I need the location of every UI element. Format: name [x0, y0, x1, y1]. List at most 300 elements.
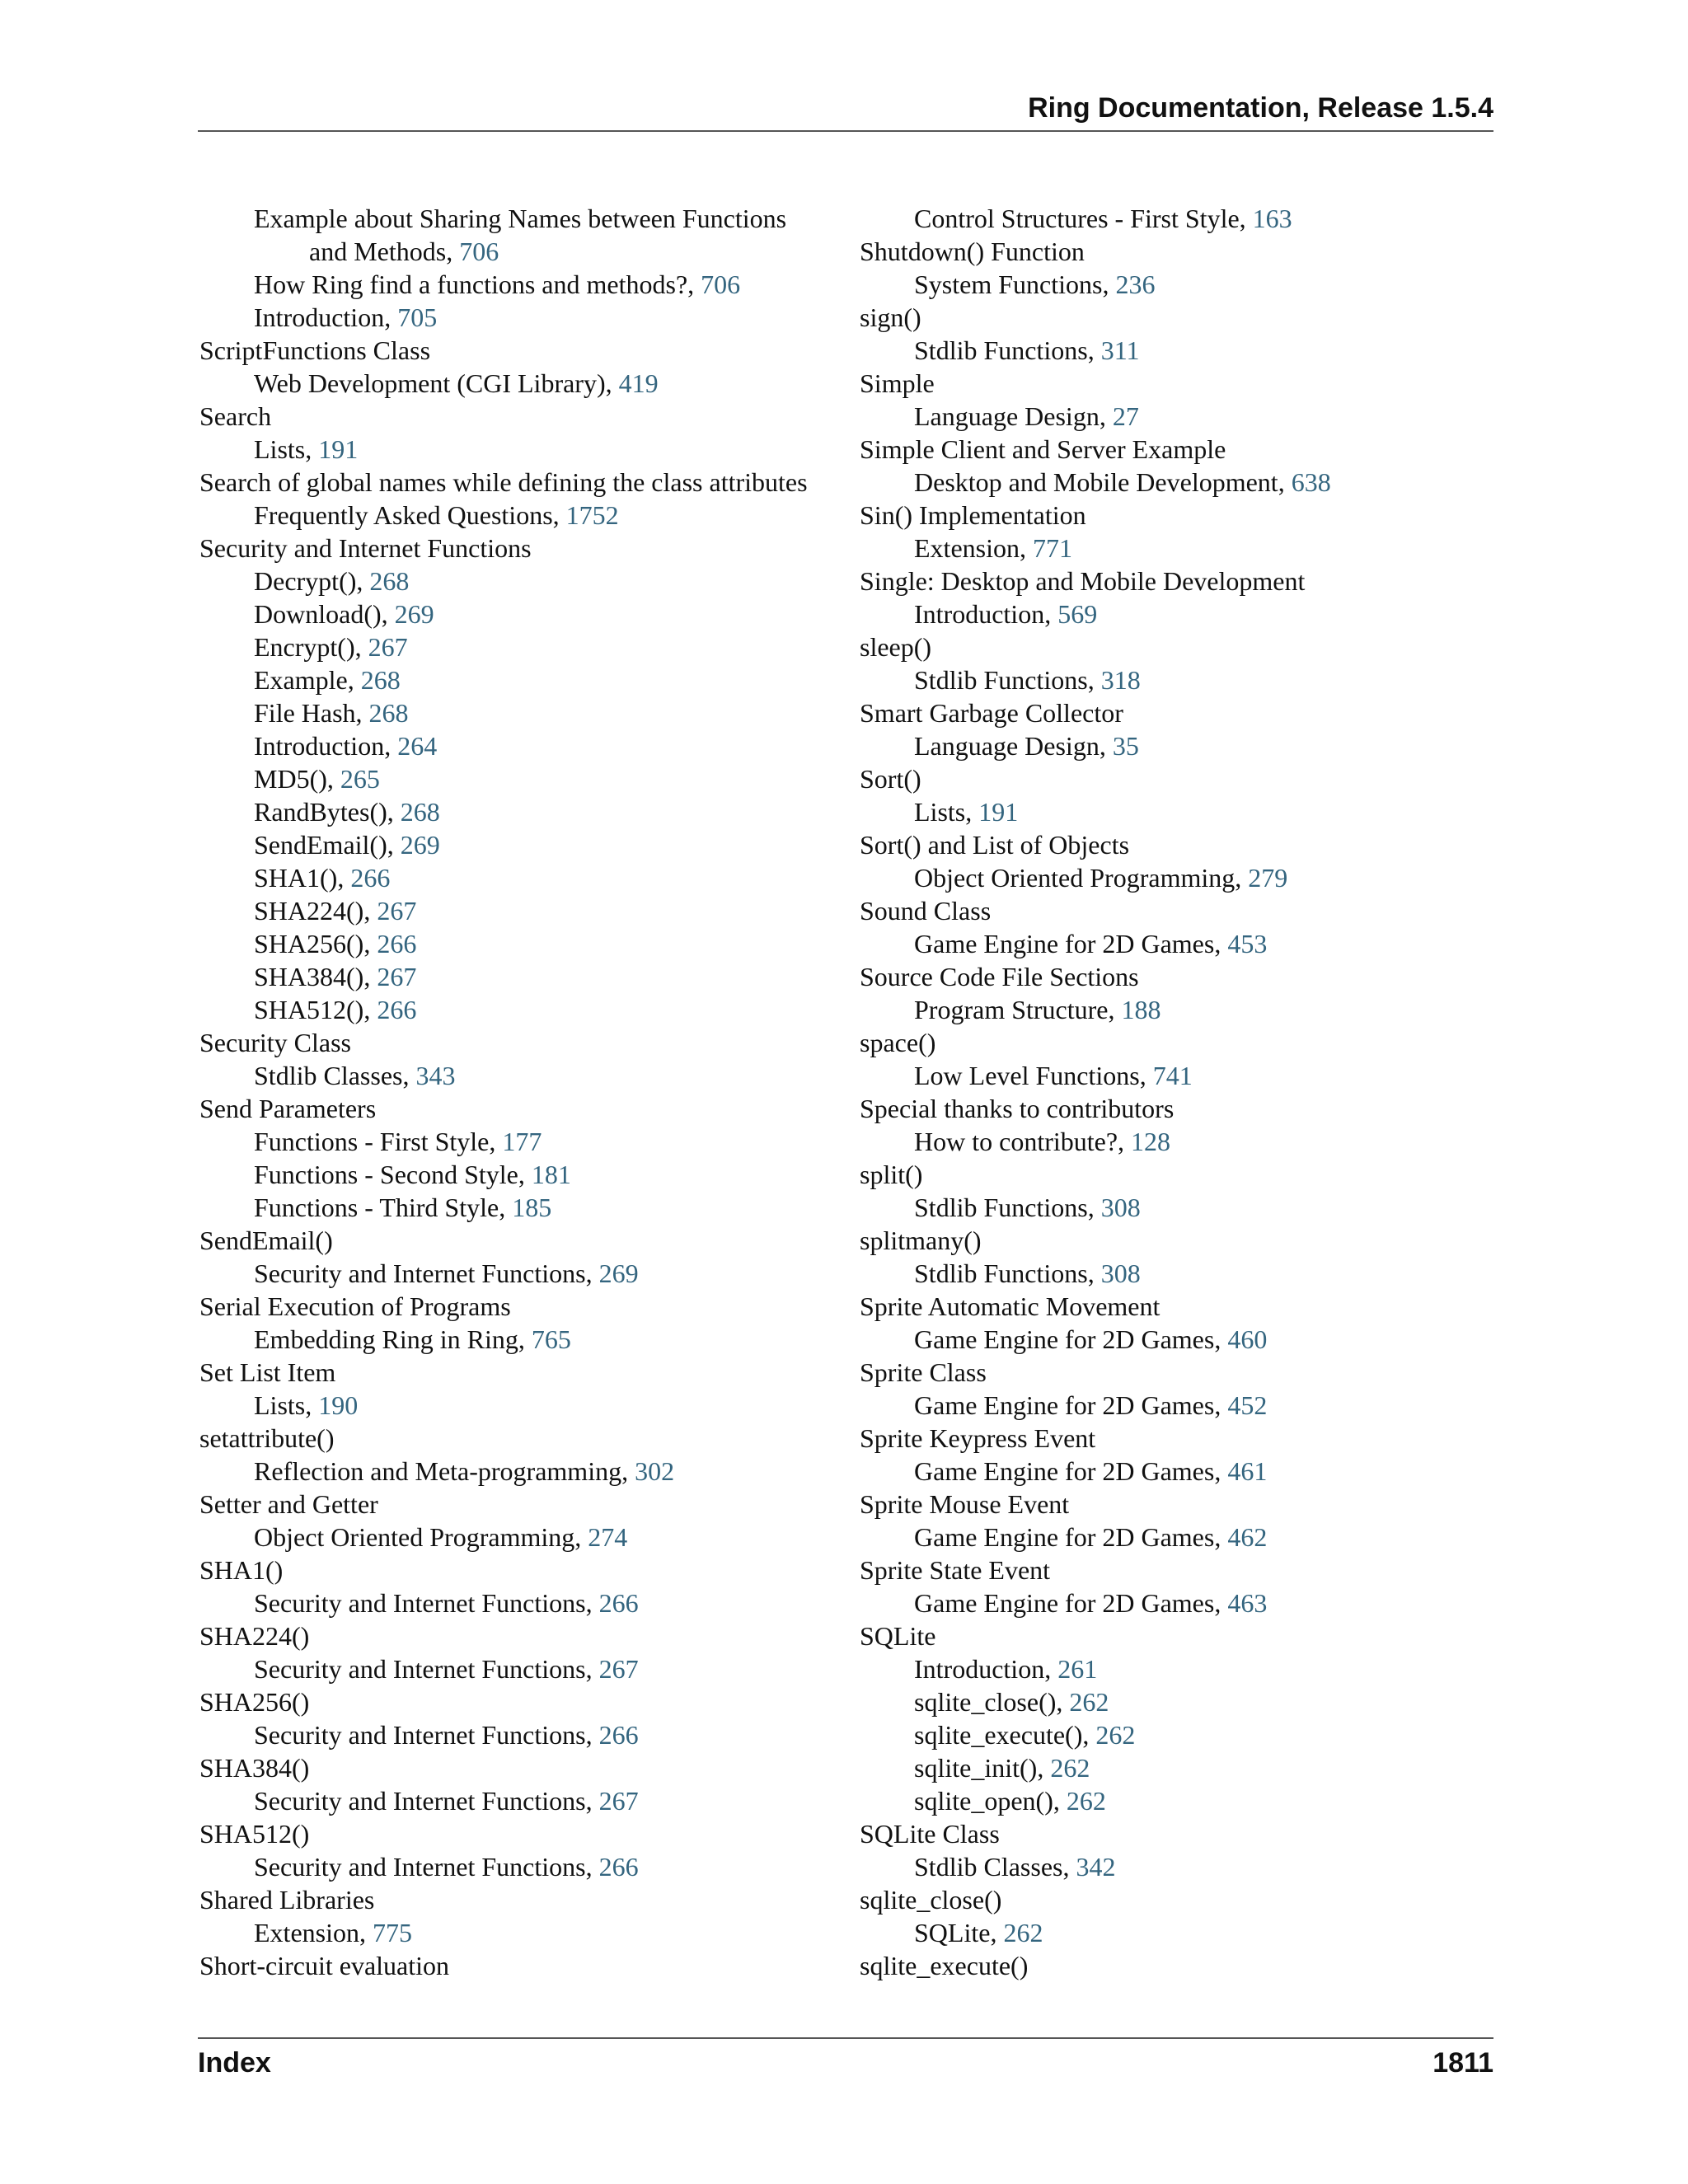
page-link[interactable]: 266: [598, 1720, 639, 1750]
page-link[interactable]: 128: [1131, 1127, 1171, 1156]
index-separator: ,: [1235, 863, 1249, 893]
index-entry-text: Smart Garbage Collector: [860, 698, 1123, 728]
page-link[interactable]: 343: [415, 1061, 456, 1090]
index-separator: ,: [446, 237, 460, 266]
index-entry-text: SHA1(): [254, 863, 338, 893]
index-separator: ,: [402, 1061, 416, 1090]
index-entry-text: RandBytes(): [254, 797, 387, 827]
index-entry-text: sign(): [860, 302, 921, 332]
index-entry-text: Embedding Ring in Ring: [254, 1324, 518, 1354]
index-entry-text: SendEmail(): [254, 830, 387, 860]
index-entry-text: Sprite Automatic Movement: [860, 1291, 1160, 1321]
index-entry-text: Introduction: [254, 731, 385, 761]
page-link[interactable]: 191: [318, 434, 359, 464]
index-entry-text: SHA512(): [199, 1819, 310, 1849]
index-entry-text: Special thanks to contributors: [860, 1094, 1175, 1123]
index-separator: ,: [1056, 1687, 1070, 1717]
page-link[interactable]: 261: [1057, 1654, 1098, 1684]
index-entry-text: SendEmail(): [199, 1226, 333, 1255]
index-separator: ,: [363, 896, 377, 926]
page-link[interactable]: 265: [340, 764, 380, 794]
index-subentry: [860, 1652, 1494, 1685]
page-link[interactable]: 266: [598, 1588, 639, 1618]
index-separator: ,: [1062, 1852, 1076, 1882]
index-entry-text: How Ring find a functions and methods?: [254, 269, 688, 299]
index-subentry: [860, 598, 1494, 630]
index-entry-text: sqlite_execute(): [860, 1951, 1029, 1980]
index-term: [860, 565, 1494, 598]
index-separator: ,: [621, 1456, 635, 1486]
page-link[interactable]: 262: [1069, 1687, 1109, 1717]
index-entry-text: Example: [254, 665, 348, 695]
index-separator: ,: [305, 1390, 319, 1420]
index-entry-text: ScriptFunctions Class: [199, 335, 431, 365]
index-separator: ,: [1087, 665, 1101, 695]
index-term: [199, 1751, 834, 1784]
index-entry-text: SHA512(): [254, 995, 364, 1024]
index-term: [860, 630, 1494, 663]
index-entry-text: Source Code File Sections: [860, 962, 1139, 991]
index-separator: ,: [363, 929, 377, 958]
index-subentry: [199, 1521, 834, 1554]
page-link[interactable]: 264: [397, 731, 438, 761]
index-separator: ,: [326, 764, 340, 794]
index-term: [860, 1949, 1494, 1982]
index-entry-text: sqlite_open(): [914, 1786, 1053, 1816]
page-link[interactable]: 185: [512, 1193, 552, 1222]
index-entry-text: Decrypt(): [254, 566, 357, 596]
index-entry-text: sqlite_close(): [914, 1687, 1057, 1717]
page-link[interactable]: 262: [1095, 1720, 1136, 1750]
index-entry-text: SHA256(): [254, 929, 364, 958]
index-entry-text: Lists: [914, 797, 966, 827]
index-separator: ,: [518, 1324, 532, 1354]
page-link[interactable]: 267: [368, 632, 408, 662]
running-header-title: Ring Documentation, Release 1.5.4: [1028, 92, 1493, 124]
index-entry-text: Sprite Class: [860, 1357, 987, 1387]
index-entry-text: Extension: [254, 1918, 359, 1947]
index-subentry: [199, 268, 834, 301]
index-term: [199, 1026, 834, 1059]
index-term: [860, 1883, 1494, 1916]
index-subentry: [199, 367, 834, 400]
index-separator: ,: [552, 500, 566, 530]
index-term: [860, 235, 1494, 268]
index-entry-text: Control Structures - First Style: [914, 204, 1240, 233]
index-subentry: [199, 1586, 834, 1619]
page-link[interactable]: 266: [350, 863, 391, 893]
page-link[interactable]: 27: [1112, 401, 1139, 431]
index-subentry: [199, 202, 834, 235]
index-term: [860, 1817, 1494, 1850]
page-link[interactable]: 1752: [565, 500, 619, 530]
index-separator: ,: [585, 1852, 599, 1882]
index-term: [860, 894, 1494, 927]
page-link[interactable]: 191: [978, 797, 1019, 827]
index-entry-text: sqlite_init(): [914, 1753, 1038, 1783]
index-subentry: [860, 1323, 1494, 1356]
index-separator: ,: [605, 368, 619, 398]
index-entry-text: SHA256(): [199, 1687, 310, 1717]
index-term: [199, 1422, 834, 1455]
index-entry-text: Low Level Functions: [914, 1061, 1140, 1090]
page-link[interactable]: 342: [1076, 1852, 1116, 1882]
index-subentry: [199, 1784, 834, 1817]
index-separator: ,: [359, 1918, 373, 1947]
index-subentry: [860, 1257, 1494, 1290]
index-subentry: [860, 1916, 1494, 1949]
footer-rule: [198, 2037, 1493, 2039]
index-entry-text: Game Engine for 2D Games: [914, 1522, 1215, 1552]
index-term: [199, 1883, 834, 1916]
index-term: [860, 301, 1494, 334]
index-entry-text: splitmany(): [860, 1226, 982, 1255]
index-entry-text: Web Development (CGI Library): [254, 368, 606, 398]
index-subentry: [860, 927, 1494, 960]
index-entry-text: How to contribute?: [914, 1127, 1118, 1156]
index-term: [199, 1356, 834, 1389]
index-entry-text: sqlite_execute(): [914, 1720, 1083, 1750]
index-separator: ,: [1214, 1324, 1228, 1354]
index-separator: ,: [1087, 1193, 1101, 1222]
page-link[interactable]: 279: [1248, 863, 1288, 893]
page-link[interactable]: 268: [360, 665, 401, 695]
index-term: [860, 1158, 1494, 1191]
index-entry-text: SHA384(): [199, 1753, 310, 1783]
index-term: [860, 1092, 1494, 1125]
page-link[interactable]: 311: [1100, 335, 1140, 365]
index-entry-text: System Functions: [914, 269, 1103, 299]
index-subentry: [199, 1389, 834, 1422]
page-link[interactable]: 638: [1291, 467, 1331, 497]
index-separator: ,: [585, 1654, 599, 1684]
index-entry-text: Setter and Getter: [199, 1489, 378, 1519]
page-link[interactable]: 262: [1050, 1753, 1090, 1783]
index-subentry: [199, 1125, 834, 1158]
index-term: [860, 1224, 1494, 1257]
page-link[interactable]: 268: [400, 797, 440, 827]
index-entry-text: Serial Execution of Programs: [199, 1291, 511, 1321]
index-separator: ,: [585, 1258, 599, 1288]
index-entry-text: SHA224(): [254, 896, 364, 926]
index-entry-text: setattribute(): [199, 1423, 335, 1453]
index-entry-text: Introduction: [914, 1654, 1045, 1684]
index-entry-text: SQLite Class: [860, 1819, 1000, 1849]
page-link[interactable]: 262: [1066, 1786, 1106, 1816]
index-entry-text: SHA384(): [254, 962, 364, 991]
page-link[interactable]: 419: [618, 368, 659, 398]
page-link[interactable]: 177: [502, 1127, 542, 1156]
index-subentry: [860, 663, 1494, 696]
index-entry-text: Set List Item: [199, 1357, 336, 1387]
index-separator: ,: [356, 566, 370, 596]
page-link[interactable]: 741: [1152, 1061, 1193, 1090]
page-link[interactable]: 318: [1100, 665, 1141, 695]
index-separator: ,: [1214, 929, 1228, 958]
index-term: [199, 1092, 834, 1125]
index-subentry: [199, 927, 834, 960]
page-link[interactable]: 266: [598, 1852, 639, 1882]
index-subentry: [199, 1850, 834, 1883]
index-entry-text: Sprite Keypress Event: [860, 1423, 1096, 1453]
page-link[interactable]: 308: [1100, 1258, 1141, 1288]
index-entry-text: Object Oriented Programming: [254, 1522, 575, 1552]
index-term: [860, 1356, 1494, 1389]
index-entry-text: Extension: [914, 533, 1020, 563]
index-subentry: [199, 1455, 834, 1488]
index-term: [860, 499, 1494, 532]
index-entry-text: Lists: [254, 434, 306, 464]
index-subentry: [199, 1916, 834, 1949]
index-term: [199, 1685, 834, 1718]
index-term: [199, 1554, 834, 1586]
index-subentry: [199, 729, 834, 762]
index-entry-text: Reflection and Meta-programming: [254, 1456, 622, 1486]
index-entry-text: Game Engine for 2D Games: [914, 1456, 1215, 1486]
index-entry-text: Introduction: [914, 599, 1045, 629]
page-link[interactable]: 460: [1227, 1324, 1268, 1354]
index-term: [199, 1224, 834, 1257]
page-link[interactable]: 188: [1121, 995, 1161, 1024]
index-entry-text: sleep(): [860, 632, 932, 662]
index-separator: ,: [384, 302, 398, 332]
index-term: [860, 960, 1494, 993]
index-separator: ,: [363, 962, 377, 991]
index-separator: ,: [1053, 1786, 1067, 1816]
page-link[interactable]: 706: [459, 237, 499, 266]
index-separator: ,: [518, 1160, 532, 1189]
index-entry-text: Shutdown() Function: [860, 237, 1085, 266]
index-subentry: [199, 1323, 834, 1356]
index-entry-text: MD5(): [254, 764, 327, 794]
page-link[interactable]: 269: [394, 599, 434, 629]
index-entry-text: Game Engine for 2D Games: [914, 1390, 1215, 1420]
index-entry-text: Language Design: [914, 401, 1100, 431]
page-link[interactable]: 452: [1227, 1390, 1268, 1420]
index-entry-text: Language Design: [914, 731, 1100, 761]
index-separator: ,: [585, 1720, 599, 1750]
page-link[interactable]: 463: [1227, 1588, 1268, 1618]
index-subentry: [199, 1158, 834, 1191]
index-term: [860, 1422, 1494, 1455]
index-subentry: [199, 565, 834, 598]
index-subentry: [199, 1191, 834, 1224]
index-term: [199, 532, 834, 565]
index-separator: ,: [381, 599, 395, 629]
page-link[interactable]: 266: [377, 929, 417, 958]
page-link[interactable]: 236: [1115, 269, 1156, 299]
page-link[interactable]: 163: [1252, 204, 1292, 233]
header-rule: [198, 130, 1493, 132]
index-entry-text: Sort(): [860, 764, 921, 794]
index-subentry: [199, 433, 834, 466]
index-separator: ,: [1278, 467, 1292, 497]
index-entry-text: Security and Internet Functions: [199, 533, 532, 563]
index-separator: ,: [1082, 1720, 1096, 1750]
index-subentry: [199, 795, 834, 828]
index-separator: ,: [687, 269, 701, 299]
index-separator: ,: [354, 632, 368, 662]
footer-section-label: Index: [198, 2047, 271, 2079]
index-separator: ,: [387, 830, 401, 860]
index-subentry: [199, 301, 834, 334]
index-separator: ,: [387, 797, 401, 827]
index-separator: ,: [1118, 1127, 1132, 1156]
index-subentry: [860, 202, 1494, 235]
index-entry-text: and Methods: [309, 237, 447, 266]
index-subentry: [860, 795, 1494, 828]
index-entry-text: Stdlib Functions: [914, 1258, 1088, 1288]
index-subentry: [860, 1718, 1494, 1751]
page-link[interactable]: 269: [400, 830, 440, 860]
index-entry-text: Game Engine for 2D Games: [914, 1588, 1215, 1618]
footer-page-number: 1811: [1432, 2047, 1493, 2079]
index-subentry: [199, 1059, 834, 1092]
page-link[interactable]: 35: [1112, 731, 1139, 761]
index-subentry: [860, 1455, 1494, 1488]
index-subentry: [199, 499, 834, 532]
index-separator: ,: [489, 1127, 503, 1156]
index-entry-text: Shared Libraries: [199, 1885, 375, 1915]
page-link[interactable]: 308: [1100, 1193, 1141, 1222]
index-entry-text: Security Class: [199, 1028, 351, 1057]
index-entry-text: Frequently Asked Questions: [254, 500, 553, 530]
index-entry-text: Security and Internet Functions: [254, 1786, 586, 1816]
index-subentry: [199, 630, 834, 663]
index-entry-text: Search of global names while defining the class attributes: [199, 467, 808, 497]
index-term: [860, 1554, 1494, 1586]
index-entry-text: SQLite: [860, 1621, 936, 1651]
index-subentry: [860, 1521, 1494, 1554]
index-entry-text: Functions - Second Style: [254, 1160, 518, 1189]
index-separator: ,: [1214, 1456, 1228, 1486]
index-subentry: [199, 1718, 834, 1751]
index-separator: ,: [965, 797, 979, 827]
index-subentry: [199, 1652, 834, 1685]
page-link[interactable]: 706: [701, 269, 741, 299]
index-subentry: [860, 1850, 1494, 1883]
index-subentry: [199, 663, 834, 696]
index-term: [199, 1488, 834, 1521]
index-separator: ,: [305, 434, 319, 464]
index-subentry: [860, 268, 1494, 301]
page-link[interactable]: 461: [1227, 1456, 1268, 1486]
index-entry-text: Stdlib Functions: [914, 335, 1088, 365]
index-entry-text: Security and Internet Functions: [254, 1654, 586, 1684]
index-subentry: [199, 1257, 834, 1290]
index-separator: ,: [499, 1193, 513, 1222]
index-term: [860, 696, 1494, 729]
index-separator: ,: [1019, 533, 1033, 563]
index-separator: ,: [990, 1918, 1004, 1947]
index-separator: ,: [585, 1588, 599, 1618]
page-link[interactable]: 569: [1057, 599, 1098, 629]
index-term: [860, 762, 1494, 795]
index-term: [199, 334, 834, 367]
index-entry-text: Sprite State Event: [860, 1555, 1051, 1585]
page-link[interactable]: 262: [1003, 1918, 1043, 1947]
index-separator: ,: [574, 1522, 588, 1552]
index-entry-text: Functions - Third Style: [254, 1193, 499, 1222]
index-separator: ,: [1099, 401, 1113, 431]
index-term: [199, 1817, 834, 1850]
page-link[interactable]: 266: [377, 995, 417, 1024]
page-link[interactable]: 274: [588, 1522, 628, 1552]
index-separator: ,: [1044, 1654, 1058, 1684]
index-entry-text: Search: [199, 401, 272, 431]
index-entry-text: SHA224(): [199, 1621, 310, 1651]
page-link[interactable]: 771: [1032, 533, 1072, 563]
index-separator: ,: [1044, 599, 1058, 629]
page-link[interactable]: 462: [1227, 1522, 1268, 1552]
index-entry-text: Lists: [254, 1390, 306, 1420]
index-entry-text: Functions - First Style: [254, 1127, 490, 1156]
page-link[interactable]: 775: [372, 1918, 412, 1947]
index-subentry: [860, 1586, 1494, 1619]
index-subentry: [860, 532, 1494, 565]
page-link[interactable]: 268: [368, 698, 409, 728]
index-subentry: [860, 1125, 1494, 1158]
index-term: [199, 400, 834, 433]
index-entry-text: Security and Internet Functions: [254, 1258, 586, 1288]
index-term: [860, 1026, 1494, 1059]
index-entry-text: Game Engine for 2D Games: [914, 1324, 1215, 1354]
index-entry-text: Object Oriented Programming: [914, 863, 1236, 893]
index-entry-text: Security and Internet Functions: [254, 1720, 586, 1750]
index-entry-text: split(): [860, 1160, 923, 1189]
page-link[interactable]: 705: [397, 302, 438, 332]
index-entry-text: Short-circuit evaluation: [199, 1951, 450, 1980]
index-term: [860, 1290, 1494, 1323]
index-separator: ,: [1087, 335, 1101, 365]
index-column-right: [860, 202, 1494, 1982]
index-subentry: [199, 235, 834, 268]
page-link[interactable]: 267: [598, 1654, 639, 1684]
index-subentry: [860, 1751, 1494, 1784]
index-separator: ,: [384, 731, 398, 761]
page-link[interactable]: 267: [377, 962, 417, 991]
page-link[interactable]: 267: [598, 1786, 639, 1816]
index-separator: ,: [1214, 1588, 1228, 1618]
index-entry-text: Download(): [254, 599, 382, 629]
index-term: [860, 433, 1494, 466]
index-separator: ,: [337, 863, 351, 893]
index-subentry: [860, 1191, 1494, 1224]
page-link[interactable]: 302: [635, 1456, 675, 1486]
index-subentry: [199, 762, 834, 795]
page-link[interactable]: 181: [531, 1160, 571, 1189]
index-term: [199, 1619, 834, 1652]
index-entry-text: Stdlib Classes: [914, 1852, 1063, 1882]
index-subentry: [860, 1685, 1494, 1718]
index-entry-text: Security and Internet Functions: [254, 1852, 586, 1882]
page-link[interactable]: 267: [377, 896, 417, 926]
page-link[interactable]: 765: [531, 1324, 571, 1354]
index-entry-text: Game Engine for 2D Games: [914, 929, 1215, 958]
page-link[interactable]: 269: [598, 1258, 639, 1288]
index-term: [860, 1488, 1494, 1521]
index-subentry: [199, 993, 834, 1026]
index-separator: ,: [1139, 1061, 1153, 1090]
index-entry-text: SHA1(): [199, 1555, 284, 1585]
index-entry-text: Stdlib Functions: [914, 665, 1088, 695]
page-link[interactable]: 190: [318, 1390, 359, 1420]
index-entry-text: Program Structure: [914, 995, 1109, 1024]
index-entry-text: Stdlib Functions: [914, 1193, 1088, 1222]
page-link[interactable]: 268: [369, 566, 410, 596]
index-entry-text: Simple: [860, 368, 935, 398]
page-link[interactable]: 453: [1227, 929, 1268, 958]
